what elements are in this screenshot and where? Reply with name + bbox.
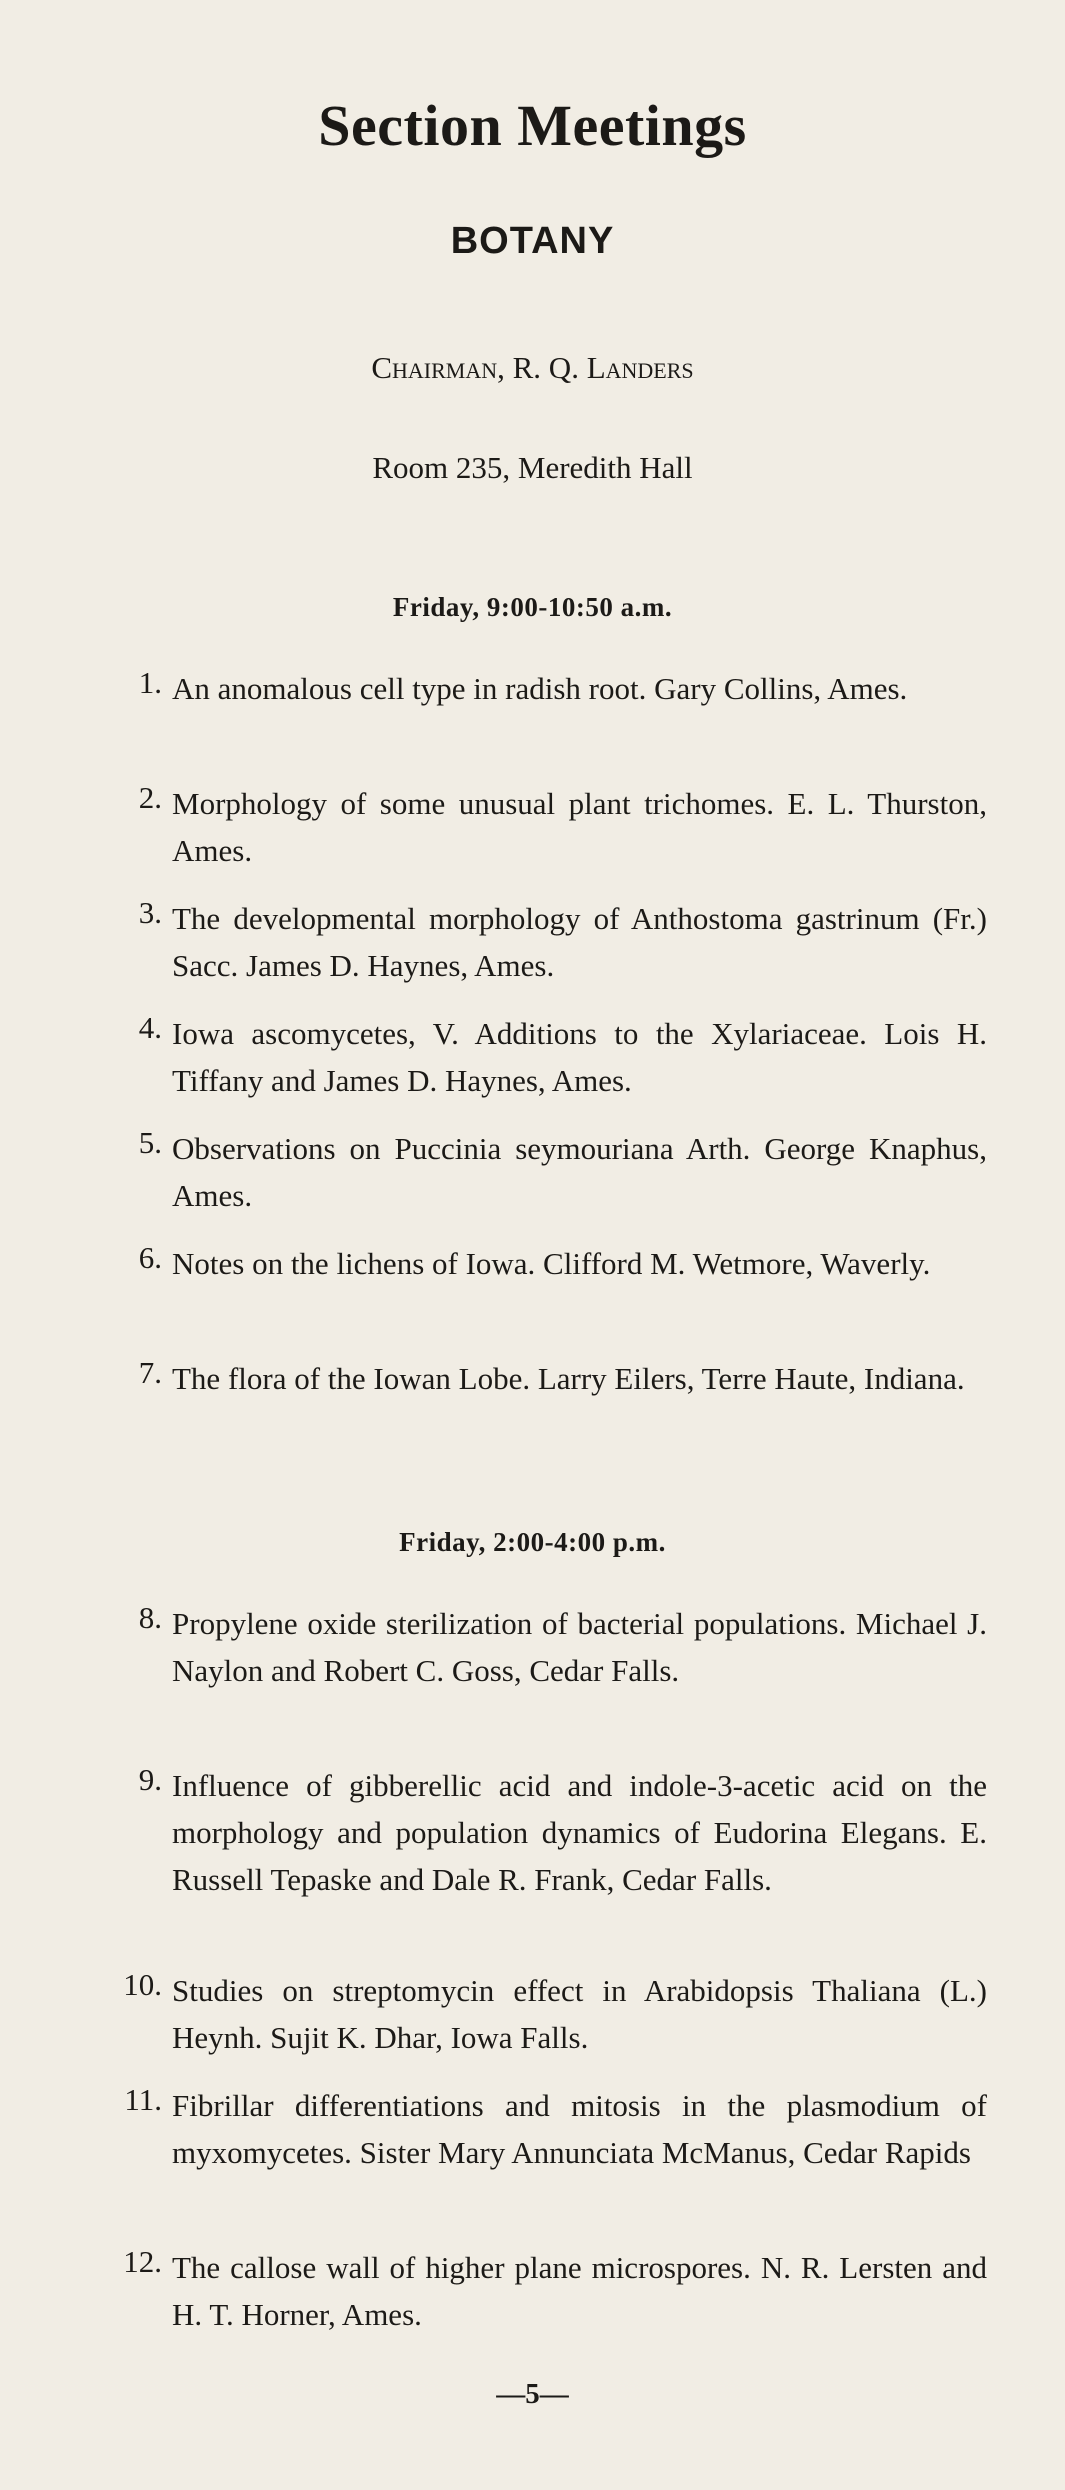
- session-heading-morning: Friday, 9:00-10:50 a.m.: [392, 592, 673, 622]
- chairman-line: Chairman, R. Q. Landers: [371, 350, 694, 385]
- paper-text: The flora of the Iowan Lobe. Larry Eilers, Terre Haute, Indiana.: [172, 1361, 965, 1396]
- paper-number: 8.: [138, 1600, 162, 1635]
- paper-text: The developmental morphology of Anthostoma gastrinum (Fr.) Sacc. James D. Haynes, Ames.: [172, 901, 987, 983]
- paper-number: 12.: [123, 2244, 162, 2279]
- paper-text: The callose wall of higher plane microspores. N. R. Lersten and H. T. Horner, Ames.: [172, 2250, 987, 2332]
- paper-text: Notes on the lichens of Iowa. Clifford M. Wetmore, Waverly.: [172, 1246, 931, 1281]
- paper-text: Observations on Puccinia seymouriana Arth. George Knaphus, Ames.: [172, 1131, 987, 1213]
- paper-text: Studies on streptomycin effect in Arabidopsis Thaliana (L.) Heynh. Sujit K. Dhar, Iowa Falls.: [172, 1973, 987, 2055]
- paper-number: 2.: [138, 780, 162, 815]
- paper-number: 5.: [138, 1125, 162, 1160]
- paper-number: 11.: [124, 2082, 162, 2117]
- paper-text: Propylene oxide sterilization of bacterial populations. Michael J. Naylon and Robert C. Goss, Cedar Falls.: [172, 1606, 987, 1688]
- paper-text: Morphology of some unusual plant trichomes. E. L. Thurston, Ames.: [172, 786, 987, 868]
- section-heading: BOTANY: [450, 220, 615, 262]
- paper-number: 4.: [138, 1010, 162, 1045]
- paper-text: Influence of gibberellic acid and indole-3-acetic acid on the morphology and population dynamics of Eudorina Elegans. E. Russell Tepaske and Dale R. Frank, Cedar Falls.: [172, 1768, 987, 1897]
- session-heading-afternoon: Friday, 2:00-4:00 p.m.: [399, 1527, 666, 1557]
- paper-number: 6.: [138, 1240, 162, 1275]
- room-line: Room 235, Meredith Hall: [372, 450, 693, 485]
- paper-text: Fibrillar differentiations and mitosis in the plasmodium of myxomycetes. Sister Mary Annunciata McManus, Cedar Rapids: [172, 2088, 987, 2170]
- paper-number: 1.: [138, 665, 162, 700]
- paper-number: 9.: [138, 1762, 162, 1797]
- page-number: —5—: [496, 2378, 569, 2410]
- page-title: Section Meetings: [318, 93, 747, 158]
- paper-text: Iowa ascomycetes, V. Additions to the Xylariaceae. Lois H. Tiffany and James D. Haynes, Ames.: [172, 1016, 987, 1098]
- paper-text: An anomalous cell type in radish root. Gary Collins, Ames.: [172, 671, 908, 706]
- paper-number: 7.: [138, 1355, 162, 1390]
- paper-number: 3.: [138, 895, 162, 930]
- paper-number: 10.: [123, 1967, 162, 2002]
